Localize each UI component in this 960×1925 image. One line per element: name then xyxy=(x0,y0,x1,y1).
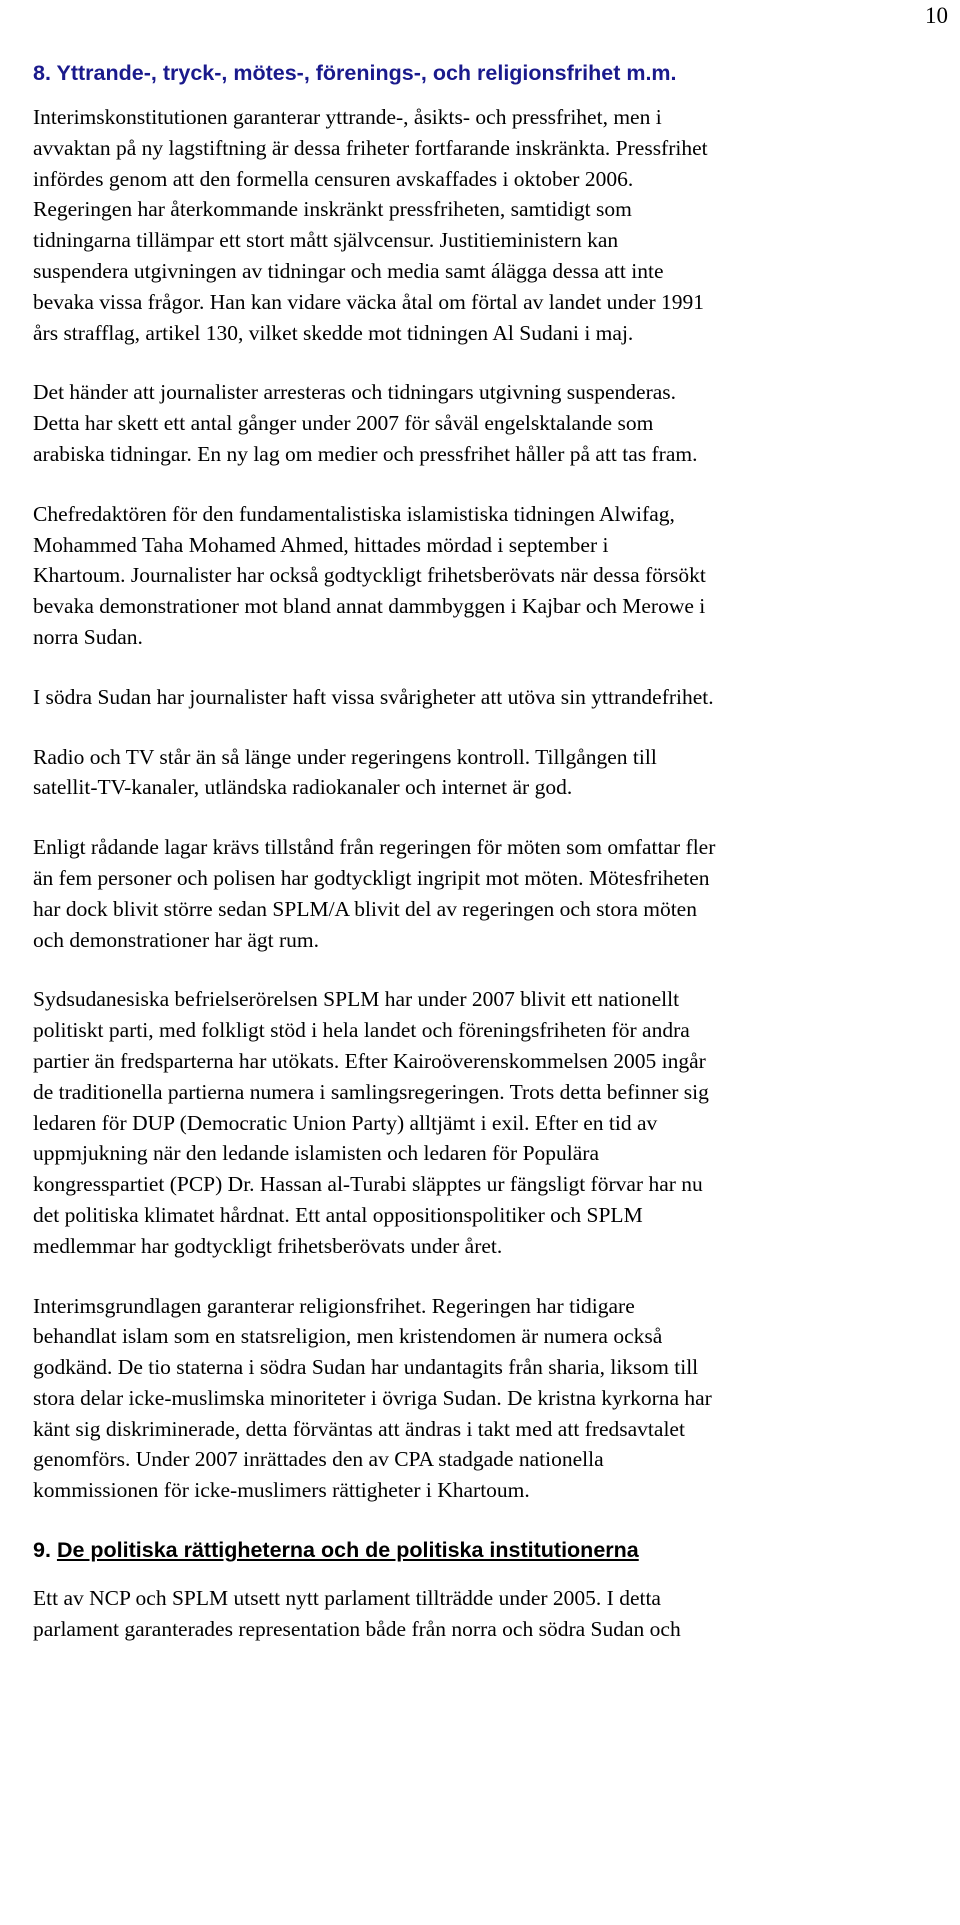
paragraph-press-freedom: Interimskonstitutionen garanterar yttrande-, åsikts- och pressfrihet, men i avvaktan på ny lagstiftning är dessa friheter fortfarande inskränkta. Pressfrihet infördes genom att den formella censuren avskaffades i oktober 2006. Regeringen har återkommande inskränkt pressfriheten, samtidigt som tidningarna tillämpar ett stort mått självcensur. Justitieministern kan suspendera utgivningen av tidningar och media samt álägga dessa att inte bevaka vissa frågor. Han kan vidare väcka åtal om förtal av landet under 1991 års strafflag, artikel 130, vilket skedde mot tidningen Al Sudani i maj. xyxy=(33,105,708,345)
page-number: 10 xyxy=(925,3,948,28)
paragraph-assembly-freedom: Enligt rådande lagar krävs tillstånd från regeringen för möten som omfattar fler än fem personer och polisen har godtyckligt ingripit mot möten. Mötesfriheten har dock blivit större sedan SPLM/A blivit del av regeringen och stora möten och demonstrationer har ägt rum. xyxy=(33,835,716,952)
document-body xyxy=(33,58,925,1674)
paragraph-editor-murder: Chefredaktören för den fundamentalistiska islamistiska tidningen Alwifag, Mohammed Taha Mohamed Ahmed, hittades mördad i september i Khartoum. Journalister har också godtyckligt frihetsberövats när dessa försökt bevaka demonstrationer mot bland annat dammbyggen i Kajbar och Merowe i norra Sudan. xyxy=(33,501,706,649)
paragraph-radio-tv: Radio och TV står än så länge under regeringens kontroll. Tillgången till satellit-TV-kanaler, utländska radiokanaler och internet är god. xyxy=(33,744,657,800)
section-8-heading: 8. Yttrande-, tryck-, mötes-, förenings-, och religionsfrihet m.m. xyxy=(33,61,677,85)
section-9-number: 9. xyxy=(33,1538,51,1563)
paragraph-splm-association: Sydsudanesiska befrielserörelsen SPLM har under 2007 blivit ett nationellt politiskt parti, med folkligt stöd i hela landet och föreningsfriheten för andra partier än fredsparterna har utökats. Efter Kairoöverenskommelsen 2005 ingår de traditionella partierna numera i samlingsregeringen. Trots detta befinner sig ledaren för DUP (Democratic Union Party) alltjämt i exil. Efter en tid av uppmjukning när den ledande islamisten och ledaren för Populära kongresspartiet (PCP) Dr. Hassan al-Turabi släpptes ur fängsligt förvar har nu det politiska klimatet hårdnat. Ett antal oppositionspolitiker och SPLM medlemmar har godtyckligt frihetsberövats under året. xyxy=(33,987,709,1258)
paragraph-journalist-arrests: Det händer att journalister arresteras och tidningars utgivning suspenderas. Detta har skett ett antal gånger under 2007 för såväl engelsktalande som arabiska tidningar. En ny lag om medier och pressfrihet håller på att tas fram. xyxy=(33,380,698,466)
paragraph-religious-freedom: Interimsgrundlagen garanterar religionsfrihet. Regeringen har tidigare behandlat islam som en statsreligion, men kristendomen är numera också godkänd. De tio staterna i södra Sudan har undantagits från sharia, liksom till stora delar icke-muslimska minoriteter i övriga Sudan. De kristna kyrkorna har känt sig diskriminerade, detta förväntas att ändras i takt med att fredsavtalet genomförs. Under 2007 inrättades den av CPA stadgade nationella kommissionen för icke-muslimers rättigheter i Khartoum. xyxy=(33,1293,712,1503)
section-9-heading xyxy=(33,1535,925,1565)
paragraph-parliament: Ett av NCP och SPLM utsett nytt parlament tillträdde under 2005. I detta parlament garanterades representation både från norra och södra Sudan och xyxy=(33,1586,681,1641)
paragraph-south-sudan-journalists: I södra Sudan har journalister haft vissa svårigheter att utöva sin yttrandefrihet. xyxy=(33,684,714,709)
section-9-title: De politiska rättigheterna och de politiska institutionerna xyxy=(56,1538,639,1563)
